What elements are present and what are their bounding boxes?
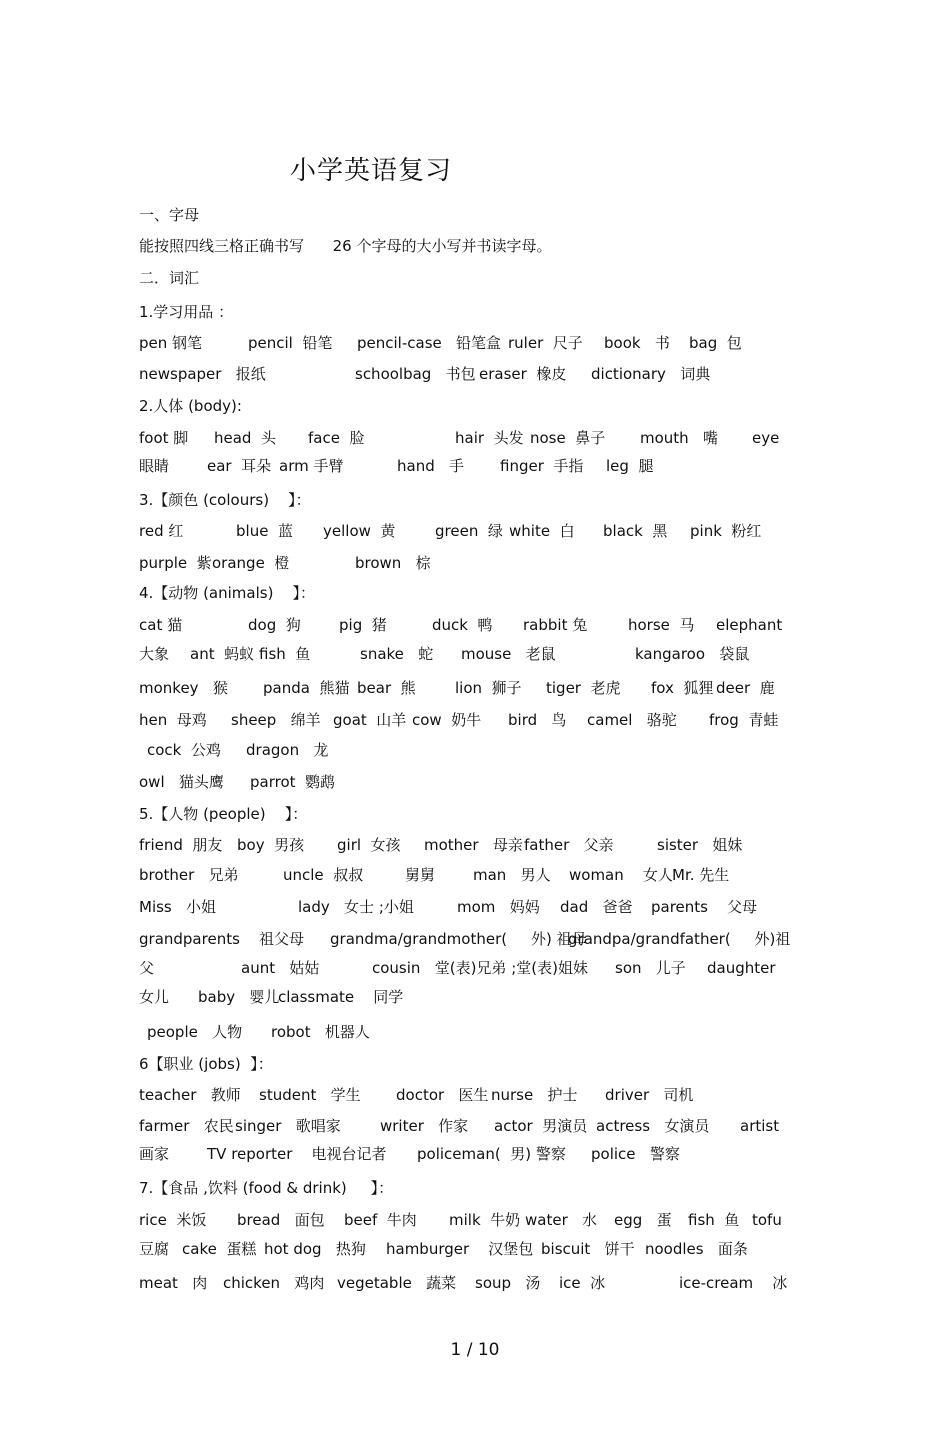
vocab-item: pencil-case 铅笔盒 [357, 334, 502, 352]
vocab-item: Mr. 先生 [672, 866, 730, 884]
vocab-item: friend 朋友 [139, 836, 223, 854]
text-line: 能按照四线三格正确书写 26 个字母的大小写并书读字母。 [139, 237, 552, 255]
vocab-item: lion 狮子 [455, 679, 522, 697]
vocab-item: ruler 尺子 [508, 334, 583, 352]
text-line: 4.【动物 (animals) 】： [139, 584, 316, 602]
vocab-item: leg 腿 [606, 457, 654, 475]
vocab-item: arm 手臂 [279, 457, 344, 475]
vocab-item: yellow 黄 [323, 522, 396, 540]
vocab-item: eye [752, 429, 780, 447]
vocab-item: book 书 [604, 334, 670, 352]
vocab-item: actor 男演员 [494, 1117, 588, 1135]
vocab-item: cousin 堂(表)兄弟 ;堂(表)姐妹 [372, 959, 588, 977]
vocab-item: fish 鱼 [259, 645, 311, 663]
vocab-item: green 绿 [435, 522, 503, 540]
vocab-item: ice-cream 冰 [679, 1274, 788, 1292]
vocab-item: elephant [716, 616, 783, 634]
vocab-item: red 红 [139, 522, 184, 540]
vocab-item: farmer 农民 [139, 1117, 234, 1135]
vocab-item: milk 牛奶 [449, 1211, 521, 1229]
vocab-item: mouth 嘴 [640, 429, 718, 447]
vocab-item: finger 手指 [500, 457, 584, 475]
vocab-item: bird 鸟 [508, 711, 567, 729]
vocab-item: cow 奶牛 [412, 711, 482, 729]
vocab-item: noodles 面条 [645, 1240, 748, 1258]
vocab-item: dad 爸爸 [560, 898, 633, 916]
vocab-item: Miss 小姐 [139, 898, 217, 916]
vocab-item: cake 蛋糕 [182, 1240, 257, 1258]
text-line: 一、字母 [139, 206, 200, 224]
vocab-item: soup 汤 [475, 1274, 541, 1292]
vocab-item: robot 机器人 [271, 1023, 370, 1041]
vocab-item: police 警察 [591, 1145, 680, 1163]
vocab-item: foot 脚 [139, 429, 189, 447]
vocab-item: singer 歌唱家 [235, 1117, 341, 1135]
vocab-item: white 白 [509, 522, 575, 540]
vocab-item: schoolbag 书包 [355, 365, 476, 383]
vocab-item: camel 骆驼 [587, 711, 677, 729]
vocab-item: artist [740, 1117, 780, 1135]
vocab-item: dictionary 词典 [591, 365, 711, 383]
vocab-item: egg 蛋 [614, 1211, 672, 1229]
vocab-item: 父 [139, 959, 155, 977]
vocab-item: biscuit 饼干 [541, 1240, 635, 1258]
vocab-item: 豆腐 [139, 1240, 170, 1258]
vocab-item: fox 狐狸 [651, 679, 714, 697]
vocab-item: woman 女人 [569, 866, 673, 884]
text-line: 3.【颜色 (colours) 】： [139, 491, 311, 509]
vocab-item: lady 女士 ;小姐 [298, 898, 414, 916]
vocab-item: cock 公鸡 [147, 741, 221, 759]
vocab-item: 女儿 [139, 988, 170, 1006]
vocab-item: snake 蛇 [360, 645, 434, 663]
vocab-item: dragon 龙 [246, 741, 329, 759]
vocab-item: tofu [752, 1211, 782, 1229]
vocab-item: kangaroo 袋鼠 [635, 645, 750, 663]
page-number: 1 / 10 [450, 1340, 500, 1360]
vocab-item: head 头 [214, 429, 276, 447]
vocab-item: chicken 鸡肉 [223, 1274, 325, 1292]
vocab-item: hamburger 汉堡包 [386, 1240, 534, 1258]
vocab-item: vegetable 蔬菜 [337, 1274, 457, 1292]
vocab-item: face 脸 [308, 429, 365, 447]
vocab-item: rice 米饭 [139, 1211, 207, 1229]
text-line: 二．词汇 [139, 269, 200, 287]
vocab-item: duck 鸭 [432, 616, 493, 634]
vocab-item: frog 青蛙 [709, 711, 779, 729]
vocab-item: owl 猫头鹰 [139, 773, 224, 791]
vocab-item: tiger 老虎 [546, 679, 621, 697]
vocab-item: daughter [707, 959, 776, 977]
text-line: 5.【人物 (people) 】： [139, 805, 308, 823]
vocab-item: horse 马 [628, 616, 695, 634]
vocab-item: blue 蓝 [236, 522, 293, 540]
vocab-item: brother 兄弟 [139, 866, 239, 884]
vocab-item: black 黑 [603, 522, 668, 540]
vocab-item: 眼睛 [139, 457, 170, 475]
vocab-item: parrot 鹦鹉 [250, 773, 336, 791]
vocab-item: meat 肉 [139, 1274, 208, 1292]
vocab-item: people 人物 [147, 1023, 243, 1041]
vocab-item: sheep 绵羊 [231, 711, 321, 729]
vocab-item: baby 婴儿 [198, 988, 280, 1006]
vocab-item: grandparents 祖父母 [139, 930, 304, 948]
vocab-item: uncle 叔叔 [283, 866, 364, 884]
vocab-item: hot dog 热狗 [264, 1240, 366, 1258]
vocab-item: nurse 护士 [491, 1086, 578, 1104]
vocab-item: goat 山羊 [333, 711, 407, 729]
vocab-item: student 学生 [259, 1086, 361, 1104]
vocab-item: teacher 教师 [139, 1086, 241, 1104]
vocab-item: cat 猫 [139, 616, 183, 634]
vocab-item: orange 橙 [212, 554, 290, 572]
vocab-item: panda 熊猫 [263, 679, 350, 697]
vocab-item: mom 妈妈 [457, 898, 540, 916]
text-line: 7.【食品 ,饮料 (food & drink) 】： [139, 1179, 394, 1197]
vocab-item: 大象 [139, 645, 170, 663]
vocab-item: grandma/grandmother( 外) 祖母 [330, 930, 587, 948]
vocab-item: bread 面包 [237, 1211, 325, 1229]
vocab-item: rabbit 兔 [523, 616, 588, 634]
vocab-item: pencil 铅笔 [248, 334, 333, 352]
vocab-item: bear 熊 [357, 679, 416, 697]
vocab-item: son 儿子 [615, 959, 686, 977]
vocab-item: parents 父母 [651, 898, 758, 916]
vocab-item: 舅舅 [405, 866, 436, 884]
vocab-item: aunt 姑姑 [241, 959, 320, 977]
vocab-item: beef 牛肉 [344, 1211, 417, 1229]
vocab-item: brown 棕 [355, 554, 431, 572]
vocab-item: pen 钢笔 [139, 334, 203, 352]
vocab-item: dog 狗 [248, 616, 301, 634]
vocab-item: pig 猪 [339, 616, 387, 634]
vocab-item: mother 母亲 [424, 836, 523, 854]
vocab-item: girl 女孩 [337, 836, 401, 854]
vocab-item: hand 手 [397, 457, 465, 475]
vocab-item: fish 鱼 [688, 1211, 740, 1229]
vocab-item: sister 姐妹 [657, 836, 743, 854]
vocab-item: water 水 [525, 1211, 598, 1229]
vocab-item: pink 粉红 [690, 522, 762, 540]
vocab-item: ear 耳朵 [207, 457, 272, 475]
vocab-item: mouse 老鼠 [461, 645, 556, 663]
vocab-item: writer 作家 [380, 1117, 469, 1135]
page-title: 小学英语复习 [290, 156, 453, 186]
vocab-item: doctor 医生 [396, 1086, 489, 1104]
vocab-item: ant 蚂蚁 [190, 645, 255, 663]
vocab-item: hen 母鸡 [139, 711, 207, 729]
vocab-item: hair 头发 [455, 429, 524, 447]
vocab-item: boy 男孩 [237, 836, 305, 854]
vocab-item: policeman( 男) 警察 [417, 1145, 566, 1163]
text-line: 6【职业 (jobs) 】： [139, 1055, 273, 1073]
vocab-item: classmate 同学 [278, 988, 404, 1006]
vocab-item: deer 鹿 [716, 679, 775, 697]
vocab-item: newspaper 报纸 [139, 365, 266, 383]
vocab-item: driver 司机 [605, 1086, 694, 1104]
vocab-item: man 男人 [473, 866, 551, 884]
vocab-item: ice 冰 [559, 1274, 606, 1292]
vocab-item: purple 紫 [139, 554, 212, 572]
text-line: 2.人体 (body): [139, 397, 242, 415]
vocab-item: 画家 [139, 1145, 170, 1163]
vocab-item: eraser 橡皮 [479, 365, 567, 383]
vocab-item: father 父亲 [524, 836, 614, 854]
vocab-item: nose 鼻子 [530, 429, 606, 447]
vocab-item: monkey 猴 [139, 679, 228, 697]
vocab-item: TV reporter 电视台记者 [207, 1145, 387, 1163]
vocab-item: bag 包 [689, 334, 742, 352]
vocab-item: actress 女演员 [596, 1117, 710, 1135]
vocab-item: grandpa/grandfather( 外)祖 [568, 930, 791, 948]
text-line: 1.学习用品 ： [139, 303, 234, 321]
